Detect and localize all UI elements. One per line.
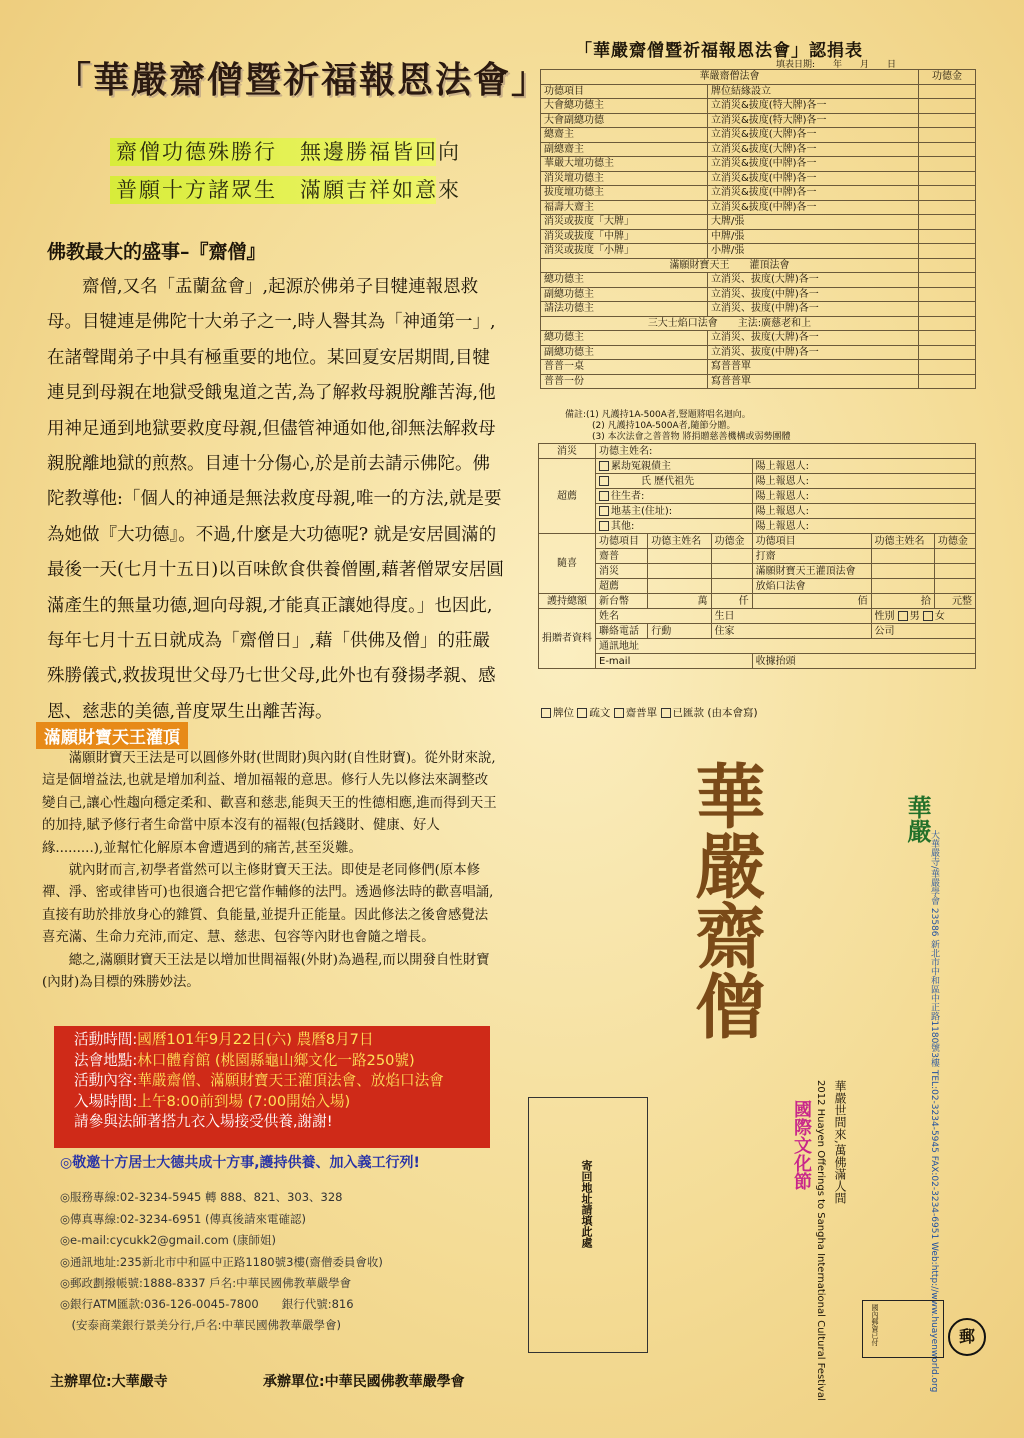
- table-row-plaque: 立消災&拔度(大牌)各一: [707, 128, 918, 143]
- table-row-item: 總齋主: [541, 128, 708, 143]
- article-paragraph: 總之,滿願財寶天王法是以增加世間福報(外財)為過程,而以開發自性財寶(內財)為目標的殊勝妙法。: [42, 952, 490, 991]
- footer-organizer: 承辦單位:中華民國佛教華嚴學會: [263, 1374, 465, 1390]
- checkbox[interactable]: [599, 476, 609, 486]
- table-row-item: 大會總功德主: [541, 99, 708, 114]
- checkbox[interactable]: [614, 708, 624, 718]
- invite-line: ◎敬邀十方居士大德共成十方事,護持供養、加入義工行列!: [60, 1155, 420, 1171]
- verse-line-2: 普願十方諸眾生 滿願吉祥如意來: [110, 176, 436, 204]
- checkbox[interactable]: [661, 708, 671, 718]
- merit-name-input[interactable]: 功德主姓名:: [596, 444, 976, 459]
- mobile-field[interactable]: 行動: [648, 624, 711, 639]
- table-row-item: 總功德主: [541, 273, 708, 288]
- email-field[interactable]: E-mail: [596, 654, 753, 669]
- merit-input[interactable]: [919, 331, 976, 346]
- org-address: 大華嚴寺/華嚴學會 23586 新北市中和區中正路1180號3樓 TEL:02-3234-5945 FAX:02-3234-6951 Web:http://www.huayenworld.org: [929, 830, 939, 1393]
- table-row-plaque: 立消災、拔度(中牌)各一: [707, 345, 918, 360]
- merit-input[interactable]: [919, 302, 976, 317]
- table-head: 華嚴齋僧法會: [541, 70, 919, 85]
- contact-service: ◎服務專線:02-3234-5945 轉 888、821、303、328: [60, 1190, 343, 1204]
- table-row-item: 消災壇功德主: [541, 171, 708, 186]
- col-head: 功德項目: [541, 84, 708, 99]
- table-head: 三大士焰口法會 主法:廣慈老和上: [541, 316, 919, 331]
- merit-input[interactable]: [919, 84, 976, 99]
- form-title: 「華嚴齋僧暨祈福報恩法會」認捐表: [575, 41, 863, 61]
- table-row-plaque: 立消災&拔度(特大牌)各一: [707, 113, 918, 128]
- col-head: 功德主姓名: [648, 534, 711, 549]
- table-head: 滿願財寶天王 灌頂法會: [541, 258, 919, 273]
- col-head: 功德項目: [596, 534, 648, 549]
- table-row-item: 普普一份: [541, 374, 708, 389]
- checkbox[interactable]: [577, 708, 587, 718]
- merit-input[interactable]: [919, 215, 976, 230]
- col-head: 功德項目: [752, 534, 871, 549]
- event-row: 入場時間:上午8:00前到場 (7:00開始入場): [74, 1092, 351, 1110]
- address-field[interactable]: 通訊地址: [596, 639, 976, 654]
- field-label[interactable]: 陽上報恩人:: [752, 519, 975, 534]
- table-row-plaque: 立消災、拔度(大牌)各一: [707, 273, 918, 288]
- section-heading: 佛教最大的盛事–『齋僧』: [47, 241, 266, 263]
- return-address-label: 寄回地址請填此處: [580, 1160, 593, 1248]
- event-row: 活動時間:國曆101年9月22日(六) 農曆8月7日: [74, 1031, 374, 1048]
- form-notes: 備註:(1) 凡護持1A-500A者,豎題將唱名迴向。 (2) 凡護持10A-500A者,隨節分贈。 (3) 本次法會之普普物 將捐贈慈善機構或弱勢團體: [565, 410, 791, 442]
- checkbox[interactable]: [599, 461, 609, 471]
- table-head: 功德金: [919, 70, 976, 85]
- merit-input[interactable]: [919, 345, 976, 360]
- contact-atm: ◎銀行ATM匯款:036-126-0045-7800 銀行代號:816: [60, 1297, 354, 1311]
- table-row-plaque: 立消災&拔度(中牌)各一: [707, 200, 918, 215]
- field-label[interactable]: 陽上報恩人:: [752, 489, 975, 504]
- checkbox-male[interactable]: [898, 611, 908, 621]
- row-label: 超薦: [539, 459, 596, 534]
- merit-input[interactable]: [919, 128, 976, 143]
- table-row-plaque: 寫普普單: [707, 374, 918, 389]
- table-row-plaque: 小牌/張: [707, 244, 918, 259]
- table-row-item: 消災或拔度「小牌」: [541, 244, 708, 259]
- table-row-plaque: 中牌/張: [707, 229, 918, 244]
- table-row-item: 請法功德主: [541, 302, 708, 317]
- contact-address: ◎通訊地址:235新北市中和區中正路1180號3樓(齋僧委員會收): [60, 1255, 383, 1269]
- merit-input[interactable]: [919, 273, 976, 288]
- row-label: 護持總額: [539, 594, 596, 609]
- registration-table: 消災 功德主姓名: 超薦 累劫冤親債主 陽上報恩人: 氏 歷代祖先 陽上報恩人: 往生者: 陽上報恩人: 地基主(住址): 陽上報恩人: 其他: 陽上報恩人: 隨喜 功德項目 功德主姓名 功德金 功德項目 功德主姓名 功德金 齋普 打齋 消災 滿願財寶天王灌頂法會 超薦 放焰口法會 護持總額 新台幣 萬 仟 佰 拾 元整 捐贈者資料 姓名 生日 性別 男 女 聯絡電話 行動 住家 公司 通訊地址 E-mail 收據抬頭: [538, 443, 976, 669]
- contact-bank: (安泰商業銀行景美分行,戶名:中華民國佛教華嚴學會): [60, 1318, 342, 1332]
- field-label[interactable]: 陽上報恩人:: [752, 459, 975, 474]
- table-row-item: 大會副總功德: [541, 113, 708, 128]
- col-head: 功德金: [934, 534, 975, 549]
- pledge-table: [540, 69, 976, 389]
- event-info-box: [54, 1026, 490, 1148]
- table-row-item: 華嚴大壇功德主: [541, 157, 708, 172]
- col-head: 功德主姓名: [871, 534, 934, 549]
- postage-paid-text: 國內郵資已付: [871, 1304, 879, 1346]
- table-row-plaque: 立消災、拔度(中牌)各一: [707, 302, 918, 317]
- event-row: 活動內容:華嚴齋僧、滿願財寶天王灌頂法會、放焰口法會: [74, 1072, 444, 1090]
- contact-postal: ◎郵政劃撥帳號:1888-8337 戶名:中華民國佛教華嚴學會: [60, 1276, 352, 1290]
- home-field[interactable]: 住家: [711, 624, 871, 639]
- merit-input[interactable]: [919, 113, 976, 128]
- merit-input[interactable]: [919, 287, 976, 302]
- checkbox[interactable]: [599, 506, 609, 516]
- table-row-plaque: 立消災&拔度(特大牌)各一: [707, 99, 918, 114]
- main-article: [47, 270, 505, 730]
- contact-fax: ◎傳真專線:02-3234-6951 (傳真後請來電確認): [60, 1212, 307, 1226]
- table-row-item: 拔度壇功德主: [541, 186, 708, 201]
- festival-logo-text: 華嚴齋僧: [684, 760, 767, 1040]
- article-paragraph: 齋僧,又名「盂蘭盆會」,起源於佛弟子目犍連報恩救母。目犍連是佛陀十大弟子之一,時人譽其為「神通第一」,在諸聲聞弟子中具有極重要的地位。某回夏安居期間,目犍連見到母親在地獄受餓鬼道之苦,為了解救母親脫離苦海,他用神足通到地獄要救度母親,但儘管神通如他,卻無法解救母親脫離地獄的煎熬。目連十分傷心,於是前去請示佛陀。佛陀教導他:「個人的神通是無法救度母親,唯一的方法,就是要為她做『大功德』。不過,什麼是大功德呢? 就是安居圓滿的最後一天(七月十五日)以百味飲食供養僧團,藉著僧眾安居圓滿產生的無量功德,迴向母親,才能真正讓她得度。」也因此,每年七月十五日就成為「齋僧日」,藉「供佛及僧」的莊嚴殊勝儀式,救拔現世父母乃七世父母,此外也有發揚孝親、感恩、慈悲的美德,普度眾生出離苦海。: [47, 277, 504, 722]
- name-field[interactable]: 姓名: [596, 609, 712, 624]
- table-row-plaque: 立消災、拔度(大牌)各一: [707, 331, 918, 346]
- checkbox[interactable]: [599, 521, 609, 531]
- table-row-item: 消災或拔度「大牌」: [541, 215, 708, 230]
- checkbox[interactable]: [541, 708, 551, 718]
- event-row: 請參與法師著搭九衣入場接受供養,謝謝!: [74, 1113, 333, 1131]
- article-paragraph: 滿願財寶天王法是可以圓修外財(世間財)與內財(自性財寶)。從外財來說,這是個增益法,也就是增加利益、增加福報的意思。修行人先以修法來調整改變自己,讓心性趨向穩定柔和、歡喜和慈悲,能與天王的性德相應,進而得到天王的加持,賦予修行者生命當中原本沒有的福報(包括錢財、健康、好人緣.........),並幫忙化解原本會遭遇到的痛苦,甚至災難。: [42, 751, 497, 856]
- table-row-plaque: 寫普普單: [707, 360, 918, 375]
- table-row-item: 總功德主: [541, 331, 708, 346]
- merit-input[interactable]: [919, 99, 976, 114]
- verse-line-1: 齋僧功德殊勝行 無邊勝福皆回向: [110, 138, 436, 166]
- checkbox-female[interactable]: [923, 611, 933, 621]
- merit-input[interactable]: [919, 171, 976, 186]
- merit-input[interactable]: [919, 142, 976, 157]
- merit-input[interactable]: [919, 229, 976, 244]
- festival-slogan: 華嚴世間來,萬佛滿人間: [833, 1080, 847, 1204]
- festival-english: 2012 Huayen Offerings to Sangha International Cultural Festival: [815, 1080, 826, 1401]
- table-row-item: 副總齋主: [541, 142, 708, 157]
- office-checkboxes: 牌位 疏文 齋普單 已匯款 (由本會寫): [541, 705, 758, 720]
- table-row-item: 福壽大齋主: [541, 200, 708, 215]
- row-label: 隨喜: [539, 534, 596, 594]
- row-label: 捐贈者資料: [539, 609, 596, 669]
- merit-input[interactable]: [919, 200, 976, 215]
- receipt-field[interactable]: 收據抬頭: [752, 654, 975, 669]
- table-row-plaque: 立消災&拔度(中牌)各一: [707, 186, 918, 201]
- postal-logo-icon: 郵: [948, 1318, 986, 1356]
- birth-field[interactable]: 生日: [711, 609, 871, 624]
- footer-host: 主辦單位:大華嚴寺: [50, 1374, 168, 1390]
- event-row: 法會地點:林口體育館 (桃園縣龜山鄉文化一路250號): [74, 1051, 415, 1069]
- checkbox[interactable]: [599, 491, 609, 501]
- table-row-item: 副總功德主: [541, 287, 708, 302]
- merit-input[interactable]: [919, 186, 976, 201]
- field-label[interactable]: 陽上報恩人:: [752, 474, 975, 489]
- article-paragraph: 就內財而言,初學者當然可以主修財寶天王法。即使是老同修們(原本修禪、淨、密或律皆可)也很適合把它當作輔修的法門。透過修法時的歡喜唱誦,直接有助於排放身心的雜質、負能量,並提升正能量。因此修法之後會感覺法喜充滿、生命力充沛,而定、慧、慈悲、包容等內財也會隨之增長。: [42, 863, 494, 946]
- office-field[interactable]: 公司: [871, 624, 975, 639]
- merit-input[interactable]: [919, 244, 976, 259]
- table-row-item: 副總功德主: [541, 345, 708, 360]
- section2-article: [42, 748, 500, 994]
- merit-input[interactable]: [919, 157, 976, 172]
- merit-input[interactable]: [919, 374, 976, 389]
- contact-email[interactable]: ◎e-mail:cycukk2@gmail.com (康師姐): [60, 1233, 276, 1247]
- table-row-plaque: 立消災、拔度(中牌)各一: [707, 287, 918, 302]
- row-label: 消災: [539, 444, 596, 459]
- table-row-plaque: 立消災&拔度(中牌)各一: [707, 157, 918, 172]
- section-tag: 滿願財寶天王灌頂: [36, 722, 188, 749]
- table-row-item: 消災或拔度「中牌」: [541, 229, 708, 244]
- page-title: 「華嚴齋僧暨祈福報恩法會」: [55, 59, 550, 101]
- merit-input[interactable]: [919, 360, 976, 375]
- festival-subtitle: 國際文化節: [791, 1100, 812, 1190]
- field-label[interactable]: 陽上報恩人:: [752, 504, 975, 519]
- fill-date-field[interactable]: 填表日期: 年 月 日: [776, 60, 897, 70]
- col-head: 功德金: [711, 534, 752, 549]
- table-row-plaque: 立消災&拔度(大牌)各一: [707, 142, 918, 157]
- table-row-item: 普普一桌: [541, 360, 708, 375]
- col-head: 牌位結緣設立: [707, 84, 918, 99]
- table-row-plaque: 大牌/張: [707, 215, 918, 230]
- org-logo-name: 華嚴: [903, 795, 932, 843]
- table-row-plaque: 立消災&拔度(中牌)各一: [707, 171, 918, 186]
